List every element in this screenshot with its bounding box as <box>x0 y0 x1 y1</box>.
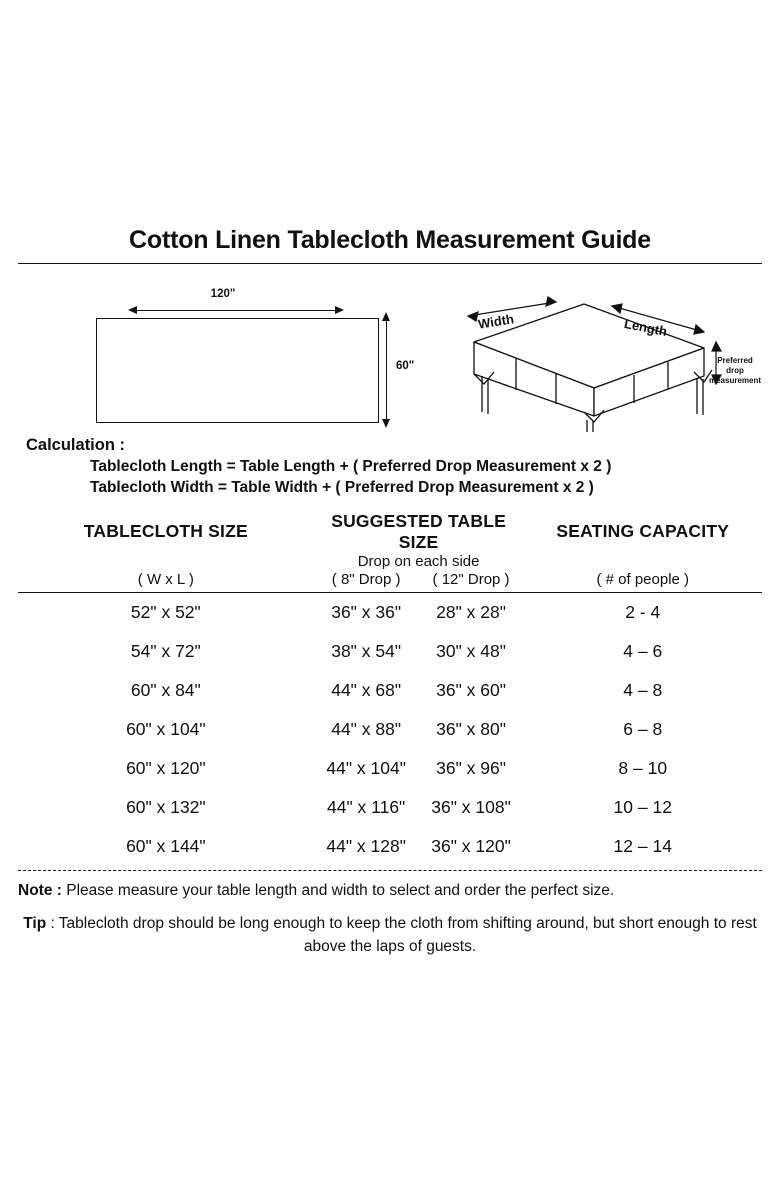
note-label: Note : <box>18 881 62 899</box>
cell-8-drop: 44" x 68" <box>331 679 402 700</box>
note-line <box>18 879 762 902</box>
header-wl-sub: ( W x L ) <box>137 570 194 588</box>
cell-12-drop: 30" x 48" <box>436 640 506 661</box>
table-length-label: Length <box>622 316 669 339</box>
header-people-sub: ( # of people ) <box>596 570 690 588</box>
cell-tablecloth-size: 52" x 52" <box>130 601 201 622</box>
tip-text: : Tablecloth drop should be long enough to keep the cloth from shifting around, but short enough to rest above the laps of guests. <box>46 915 757 956</box>
cell-12-drop: 36" x 80" <box>436 718 506 739</box>
table-row <box>18 827 762 866</box>
cell-8-drop: 44" x 116" <box>327 796 406 817</box>
header-row-sub <box>18 570 762 593</box>
cell-8-drop: 36" x 36" <box>331 601 402 622</box>
cell-8-drop: 38" x 54" <box>331 640 402 661</box>
table-row <box>18 788 762 827</box>
header-blank-cell <box>18 553 314 570</box>
cell-tablecloth-size: 60" x 132" <box>126 796 206 817</box>
calculation-section <box>18 436 762 499</box>
preferred-drop-label <box>708 356 762 386</box>
cell-seating: 6 – 8 <box>623 718 663 739</box>
header-seating-capacity: SEATING CAPACITY <box>556 521 730 542</box>
flat-rectangle-shape <box>96 318 379 423</box>
cell-12-drop: 36" x 108" <box>431 796 511 817</box>
cell-seating: 4 – 8 <box>623 679 663 700</box>
cell-seating: 4 – 6 <box>623 640 663 661</box>
drop-label-line-3: measurement <box>708 376 762 385</box>
cell-tablecloth-size: 60" x 84" <box>130 679 201 700</box>
cell-seating: 8 – 10 <box>618 757 668 778</box>
table-row <box>18 749 762 788</box>
calculation-width-formula: Tablecloth Width = Table Width + ( Preferred Drop Measurement x 2 ) <box>90 478 594 496</box>
tip-line <box>18 912 762 959</box>
table-width-label: Width <box>477 311 515 332</box>
cell-12-drop: 36" x 60" <box>436 679 506 700</box>
flat-width-label: 120" <box>210 288 236 300</box>
page-title: Cotton Linen Tablecloth Measurement Guide <box>129 226 651 254</box>
calculation-length-formula: Tablecloth Length = Table Length + ( Preferred Drop Measurement x 2 ) <box>90 458 612 475</box>
header-row-dropnote <box>18 553 762 570</box>
drop-label-line-1: Preferred <box>717 356 753 365</box>
cell-8-drop: 44" x 128" <box>326 835 406 856</box>
cell-seating: 12 – 14 <box>613 835 672 856</box>
flat-height-label: 60" <box>396 360 415 372</box>
header-blank-cell-2 <box>524 553 763 570</box>
header-drop-on-each-side: Drop on each side <box>357 552 480 570</box>
header-suggested-table-size: SUGGESTED TABLE SIZE <box>331 510 506 552</box>
cell-12-drop: 36" x 96" <box>436 757 506 778</box>
cell-seating: 2 - 4 <box>625 601 661 622</box>
header-row-main <box>18 509 762 553</box>
cell-tablecloth-size: 54" x 72" <box>130 640 201 661</box>
draped-table-diagram <box>416 264 762 432</box>
header-12-drop-sub: ( 12" Drop ) <box>432 570 510 588</box>
tip-label: Tip <box>23 915 47 933</box>
cell-8-drop: 44" x 88" <box>331 718 402 739</box>
size-chart-body <box>18 592 762 866</box>
width-dimension-arrow <box>136 310 336 311</box>
guide-container <box>18 226 762 959</box>
table-row <box>18 710 762 749</box>
cell-seating: 10 – 12 <box>613 796 672 817</box>
table-row <box>18 632 762 671</box>
cell-12-drop: 28" x 28" <box>436 601 506 622</box>
cell-8-drop: 44" x 104" <box>326 757 406 778</box>
flat-tablecloth-diagram <box>48 270 415 430</box>
height-dimension-arrow <box>386 320 387 420</box>
size-chart-table <box>18 509 762 866</box>
table-row <box>18 671 762 710</box>
cell-tablecloth-size: 60" x 104" <box>126 718 206 739</box>
size-chart-head <box>18 509 762 593</box>
cell-12-drop: 36" x 120" <box>431 835 511 856</box>
note-text: Please measure your table length and width to select and order the perfect size. <box>61 881 615 899</box>
diagram-section <box>18 264 762 432</box>
cell-tablecloth-size: 60" x 120" <box>126 757 206 778</box>
header-8-drop-sub: ( 8" Drop ) <box>331 570 401 588</box>
draped-table-illustration <box>416 264 762 432</box>
cell-tablecloth-size: 60" x 144" <box>126 835 206 856</box>
table-row <box>18 592 762 632</box>
dashed-divider <box>18 870 762 871</box>
drop-label-line-2: drop <box>726 366 744 375</box>
calculation-heading: Calculation : <box>26 436 126 454</box>
header-tablecloth-size: TABLECLOTH SIZE <box>83 521 248 542</box>
